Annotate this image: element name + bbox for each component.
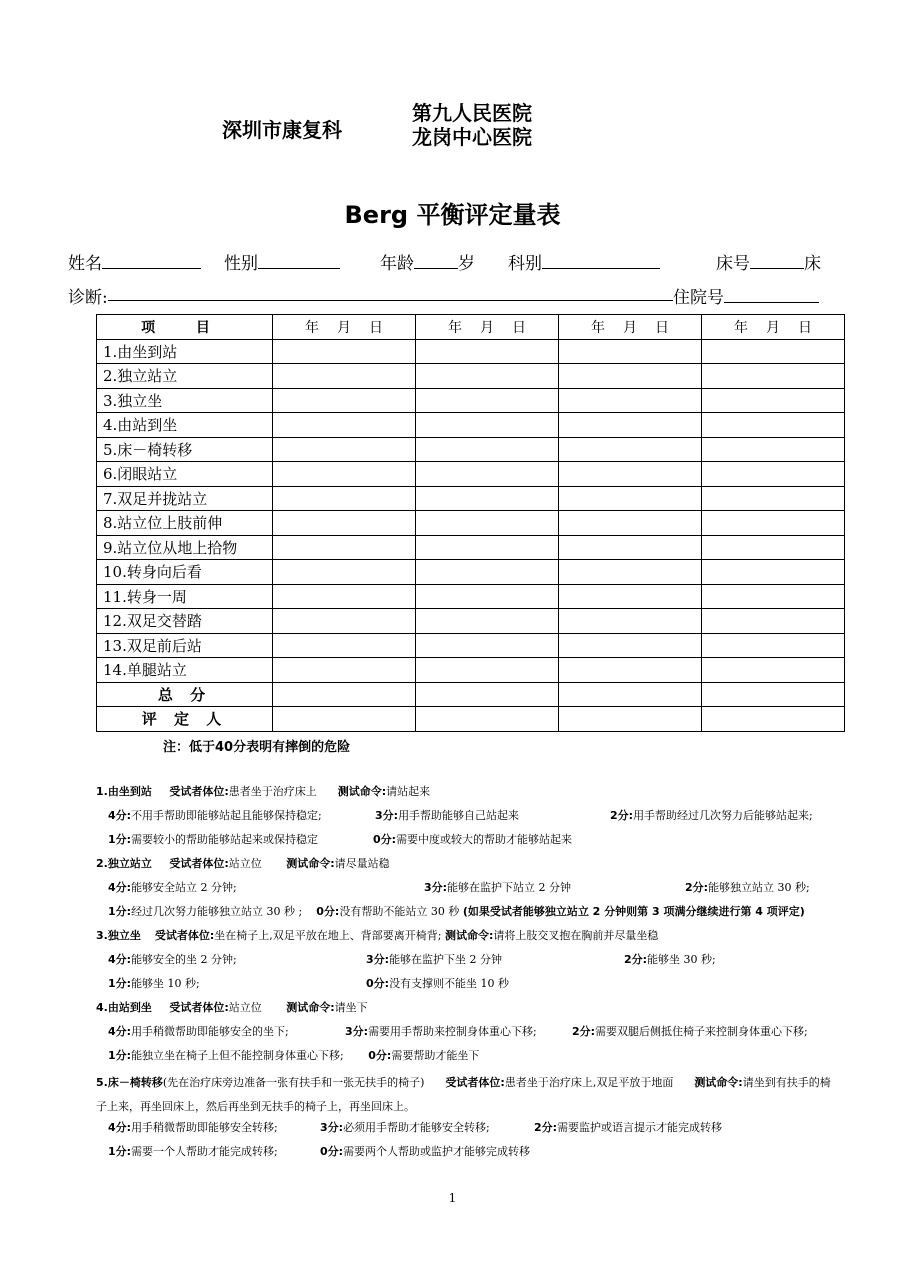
score-label: 3分:	[320, 1121, 344, 1134]
score-label: 4分:	[108, 809, 132, 822]
score-text: 用手稍微帮助即能够安全转移;	[131, 1121, 278, 1134]
table-row	[97, 388, 845, 413]
command-label: 测试命令:	[444, 929, 494, 942]
item-label: 9.站立位从地上拾物	[97, 535, 273, 560]
date-header-4[interactable]	[702, 315, 845, 340]
bed-blank[interactable]	[750, 250, 804, 269]
score-cell[interactable]	[273, 584, 416, 609]
score-label: 4分:	[108, 953, 132, 966]
table-row	[97, 658, 845, 683]
score-cell[interactable]	[702, 413, 845, 438]
gender-field	[224, 249, 340, 274]
score-cell[interactable]	[559, 511, 702, 536]
position-text: 坐在椅子上,双足平放在地上、背部要离开椅背;	[214, 929, 442, 942]
score-label: 1分:	[108, 1145, 132, 1158]
assessor-cell[interactable]	[273, 707, 416, 732]
score-0-line	[366, 975, 509, 991]
gender-label: 性别	[224, 254, 258, 274]
assessor-cell[interactable]	[416, 707, 559, 732]
score-3-line	[366, 951, 502, 967]
command-label: 测试命令:	[694, 1076, 743, 1089]
score-cell[interactable]	[273, 462, 416, 487]
score-4-line	[108, 1119, 278, 1135]
command-text: 请坐到有扶手的椅子上来，再坐回床上，然后再坐到无扶手的椅子上，再坐回床上。	[96, 1076, 831, 1113]
score-cell[interactable]	[273, 535, 416, 560]
date-header-3[interactable]	[559, 315, 702, 340]
item5-heading: 5.床－椅转移	[96, 1076, 163, 1089]
score-4-line	[108, 1023, 289, 1039]
score-text: 需要较小的帮助能够站起来或保持稳定	[131, 833, 319, 846]
table-row	[97, 584, 845, 609]
score-label: 1分:	[108, 833, 132, 846]
table-row	[97, 339, 845, 364]
score-cell[interactable]	[416, 584, 559, 609]
score-text: 能够坐 30 秒;	[647, 953, 716, 966]
score-text: 不用手帮助即能够站起且能够保持稳定;	[131, 809, 322, 822]
table-header-row	[97, 315, 845, 340]
score-text: 能够安全的坐 2 分钟;	[131, 953, 237, 966]
score-text: 需要帮助才能坐下	[391, 1049, 480, 1062]
fall-risk-note: 注：低于40分表明有摔倒的危险	[163, 740, 351, 755]
score-label: 4分:	[108, 881, 132, 894]
item3-instruction	[96, 927, 658, 943]
year-label: 年	[448, 319, 462, 336]
hospital-name	[412, 101, 532, 149]
score-cell[interactable]	[702, 609, 845, 634]
item1-instruction	[96, 783, 430, 799]
score-cell[interactable]	[273, 658, 416, 683]
score-table	[96, 314, 845, 732]
score-3-line	[375, 807, 519, 823]
score-cell[interactable]	[559, 486, 702, 511]
table-row	[97, 486, 845, 511]
gender-blank[interactable]	[258, 250, 340, 269]
item5-instruction	[96, 1071, 836, 1119]
score-1-line	[108, 975, 200, 991]
total-cell[interactable]	[273, 682, 416, 707]
item2-heading: 2.独立站立	[96, 857, 152, 870]
score-cell[interactable]	[559, 633, 702, 658]
score-text: 没有支撑则不能坐 10 秒	[389, 977, 510, 990]
assessor-row	[97, 707, 845, 732]
score-cell[interactable]	[273, 413, 416, 438]
score-cell[interactable]	[273, 388, 416, 413]
item-label: 2.独立站立	[97, 364, 273, 389]
item2-extra-note: (如果受试者能够独立站立 2 分钟则第 3 项满分继续进行第 4 项评定)	[462, 905, 805, 918]
table-row	[97, 413, 845, 438]
score-label: 3分:	[424, 881, 448, 894]
total-cell[interactable]	[416, 682, 559, 707]
item-label: 8.站立位上肢前伸	[97, 511, 273, 536]
position-label: 受试者体位:	[169, 1001, 229, 1014]
hospital-name-line2: 龙岗中心医院	[412, 125, 532, 149]
command-text: 请将上肢交叉抱在胸前并尽量坐稳	[493, 929, 659, 942]
score-1-line	[108, 1143, 278, 1159]
item-label: 6.闭眼站立	[97, 462, 273, 487]
score-text: 必须用手帮助才能够安全转移;	[343, 1121, 490, 1134]
score-1-line	[108, 903, 805, 919]
item-label: 13.双足前后站	[97, 633, 273, 658]
item-label: 10.转身向后看	[97, 560, 273, 585]
year-label: 年	[734, 319, 748, 336]
item-label: 5.床－椅转移	[97, 437, 273, 462]
score-cell[interactable]	[702, 633, 845, 658]
score-label: 1分:	[108, 977, 132, 990]
score-label: 3分:	[375, 809, 399, 822]
score-text: 需要双腿后侧抵住椅子来控制身体重心下移;	[595, 1025, 808, 1038]
score-cell[interactable]	[559, 584, 702, 609]
day-label: 日	[655, 319, 669, 336]
command-label: 测试命令:	[286, 1001, 335, 1014]
score-text: 需要用手帮助来控制身体重心下移;	[368, 1025, 537, 1038]
score-cell[interactable]	[559, 413, 702, 438]
command-text: 请站起来	[386, 785, 431, 798]
department-blank[interactable]	[542, 250, 660, 269]
score-cell[interactable]	[702, 437, 845, 462]
score-text: 用手帮助经过几次努力后能够站起来;	[633, 809, 813, 822]
score-text: 需要监护或语言提示才能完成转移	[557, 1121, 723, 1134]
day-label: 日	[369, 319, 383, 336]
item-label: 4.由站到坐	[97, 413, 273, 438]
diagnosis-blank[interactable]	[108, 300, 673, 301]
score-2-line	[685, 879, 810, 895]
command-label: 测试命令:	[286, 857, 335, 870]
date-header-1[interactable]	[273, 315, 416, 340]
score-cell[interactable]	[416, 437, 559, 462]
age-field	[380, 249, 475, 274]
item4-heading: 4.由站到坐	[96, 1001, 152, 1014]
bed-label: 床号	[716, 254, 750, 274]
assessor-label: 评 定 人	[97, 707, 273, 732]
score-cell[interactable]	[559, 339, 702, 364]
table-row	[97, 633, 845, 658]
day-label: 日	[798, 319, 812, 336]
table-row	[97, 535, 845, 560]
item-header: 项 目	[97, 315, 273, 340]
item2-instruction	[96, 855, 390, 871]
department-name: 深圳市康复科	[222, 118, 342, 142]
position-text: 站立位	[228, 857, 262, 870]
score-cell[interactable]	[559, 388, 702, 413]
score-label: 4分:	[108, 1025, 132, 1038]
score-text: 能够安全站立 2 分钟;	[131, 881, 237, 894]
item3-heading: 3.独立坐	[96, 929, 141, 942]
date-header-2[interactable]	[416, 315, 559, 340]
score-label: 3分:	[366, 953, 390, 966]
table-row	[97, 462, 845, 487]
score-label: 0分:	[316, 905, 340, 918]
score-cell[interactable]	[416, 462, 559, 487]
command-text: 请尽量站稳	[334, 857, 390, 870]
score-1-line	[108, 831, 318, 847]
age-unit: 岁	[458, 254, 475, 274]
admission-field	[673, 283, 819, 308]
item-label: 12.双足交替踏	[97, 609, 273, 634]
table-row	[97, 364, 845, 389]
item-label: 3.独立坐	[97, 388, 273, 413]
score-cell[interactable]	[702, 388, 845, 413]
score-2-line	[624, 951, 716, 967]
bed-unit: 床	[804, 254, 821, 274]
score-cell[interactable]	[416, 413, 559, 438]
score-cell[interactable]	[273, 633, 416, 658]
table-row	[97, 437, 845, 462]
score-cell[interactable]	[416, 511, 559, 536]
score-cell[interactable]	[416, 364, 559, 389]
position-label: 受试者体位:	[154, 929, 215, 942]
score-2-line	[572, 1023, 808, 1039]
score-cell[interactable]	[273, 437, 416, 462]
name-field	[68, 249, 201, 274]
score-cell[interactable]	[416, 658, 559, 683]
year-label: 年	[305, 319, 319, 336]
score-cell[interactable]	[702, 658, 845, 683]
age-blank[interactable]	[414, 250, 458, 269]
command-label: 测试命令:	[337, 785, 387, 798]
score-cell[interactable]	[559, 658, 702, 683]
total-cell[interactable]	[702, 682, 845, 707]
score-2-line	[534, 1119, 722, 1135]
hospital-name-line1: 第九人民医院	[412, 101, 532, 125]
score-4-line	[108, 879, 237, 895]
age-label: 年龄	[380, 254, 414, 274]
score-label: 2分:	[610, 809, 634, 822]
name-label: 姓名	[68, 254, 102, 274]
position-text: 患者坐于治疗床上,双足平放于地面	[504, 1076, 674, 1089]
month-label: 月	[480, 319, 494, 336]
year-label: 年	[591, 319, 605, 336]
total-label: 总 分	[97, 682, 273, 707]
score-text: 用手帮助能够自己站起来	[398, 809, 520, 822]
score-cell[interactable]	[416, 609, 559, 634]
score-text: 需要中度或较大的帮助才能够站起来	[396, 833, 573, 846]
score-1-line	[108, 1047, 479, 1063]
score-cell[interactable]	[273, 511, 416, 536]
score-cell[interactable]	[273, 364, 416, 389]
page-number: 1	[448, 1191, 457, 1205]
department-label: 科别	[508, 254, 542, 274]
score-4-line	[108, 951, 237, 967]
score-label: 2分:	[534, 1121, 558, 1134]
score-text: 没有帮助不能站立 30 秒	[339, 905, 460, 918]
score-cell[interactable]	[559, 437, 702, 462]
position-text: 站立位	[228, 1001, 262, 1014]
score-cell[interactable]	[416, 486, 559, 511]
score-label: 0分:	[366, 977, 390, 990]
diagnosis-label: 诊断:	[68, 288, 108, 308]
score-text: 用手稍微帮助即能够安全的坐下;	[131, 1025, 289, 1038]
score-cell[interactable]	[273, 339, 416, 364]
page-title: Berg 平衡评定量表	[344, 201, 561, 229]
table-row	[97, 609, 845, 634]
score-cell[interactable]	[416, 388, 559, 413]
item5-setup-note: (先在治疗床旁边准备一张有扶手和一张无扶手的椅子)	[162, 1076, 425, 1089]
assessor-cell[interactable]	[559, 707, 702, 732]
score-label: 1分:	[108, 905, 132, 918]
score-2-line	[610, 807, 813, 823]
score-3-line	[345, 1023, 537, 1039]
item-label: 1.由坐到站	[97, 339, 273, 364]
score-cell[interactable]	[559, 364, 702, 389]
score-text: 能够在监护下站立 2 分钟	[447, 881, 572, 894]
score-text: 能够独立站立 30 秒;	[708, 881, 810, 894]
score-text: 需要两个人帮助或监护才能够完成转移	[343, 1145, 531, 1158]
score-cell[interactable]	[702, 560, 845, 585]
score-3-line	[320, 1119, 490, 1135]
score-label: 3分:	[345, 1025, 369, 1038]
position-text: 患者坐于治疗床上	[228, 785, 317, 798]
name-blank[interactable]	[102, 250, 201, 269]
score-label: 2分:	[624, 953, 648, 966]
score-text: 能独立坐在椅子上但不能控制身体重心下移;	[131, 1049, 344, 1062]
item-label: 7.双足并拢站立	[97, 486, 273, 511]
score-cell[interactable]	[416, 633, 559, 658]
admission-blank[interactable]	[724, 284, 819, 303]
score-text: 能够坐 10 秒;	[131, 977, 200, 990]
assessor-cell[interactable]	[702, 707, 845, 732]
score-label: 0分:	[373, 833, 397, 846]
day-label: 日	[512, 319, 526, 336]
score-cell[interactable]	[559, 560, 702, 585]
score-cell[interactable]	[273, 560, 416, 585]
score-text: 经过几次努力能够独立站立 30 秒 ;	[131, 905, 303, 918]
month-label: 月	[337, 319, 351, 336]
item-label: 14.单腿站立	[97, 658, 273, 683]
score-cell[interactable]	[559, 462, 702, 487]
score-label: 0分:	[368, 1049, 392, 1062]
score-label: 2分:	[685, 881, 709, 894]
score-label: 1分:	[108, 1049, 132, 1062]
score-4-line	[108, 807, 322, 823]
score-cell[interactable]	[702, 462, 845, 487]
department-field	[508, 249, 660, 274]
admission-label: 住院号	[673, 288, 724, 308]
score-cell[interactable]	[559, 535, 702, 560]
score-cell[interactable]	[416, 560, 559, 585]
score-cell[interactable]	[702, 339, 845, 364]
score-3-line	[424, 879, 571, 895]
score-0-line	[320, 1143, 530, 1159]
position-label: 受试者体位:	[169, 857, 229, 870]
score-cell[interactable]	[273, 486, 416, 511]
score-cell[interactable]	[559, 609, 702, 634]
score-cell[interactable]	[702, 486, 845, 511]
score-cell[interactable]	[702, 511, 845, 536]
score-text: 需要一个人帮助才能完成转移;	[131, 1145, 278, 1158]
month-label: 月	[623, 319, 637, 336]
item-label: 11.转身一周	[97, 584, 273, 609]
total-cell[interactable]	[559, 682, 702, 707]
score-cell[interactable]	[416, 339, 559, 364]
score-cell[interactable]	[702, 535, 845, 560]
score-label: 4分:	[108, 1121, 132, 1134]
position-label: 受试者体位:	[169, 785, 229, 798]
score-cell[interactable]	[702, 584, 845, 609]
item4-instruction	[96, 999, 368, 1015]
bed-field	[716, 249, 821, 274]
score-cell[interactable]	[702, 364, 845, 389]
position-label: 受试者体位:	[445, 1076, 505, 1089]
total-row	[97, 682, 845, 707]
item1-heading: 1.由坐到站	[96, 785, 152, 798]
score-cell[interactable]	[416, 535, 559, 560]
score-label: 0分:	[320, 1145, 344, 1158]
month-label: 月	[766, 319, 780, 336]
score-0-line	[373, 831, 572, 847]
score-label: 2分:	[572, 1025, 596, 1038]
table-row	[97, 511, 845, 536]
command-text: 请坐下	[334, 1001, 368, 1014]
score-text: 能够在监护下坐 2 分钟	[389, 953, 503, 966]
score-cell[interactable]	[273, 609, 416, 634]
table-row	[97, 560, 845, 585]
